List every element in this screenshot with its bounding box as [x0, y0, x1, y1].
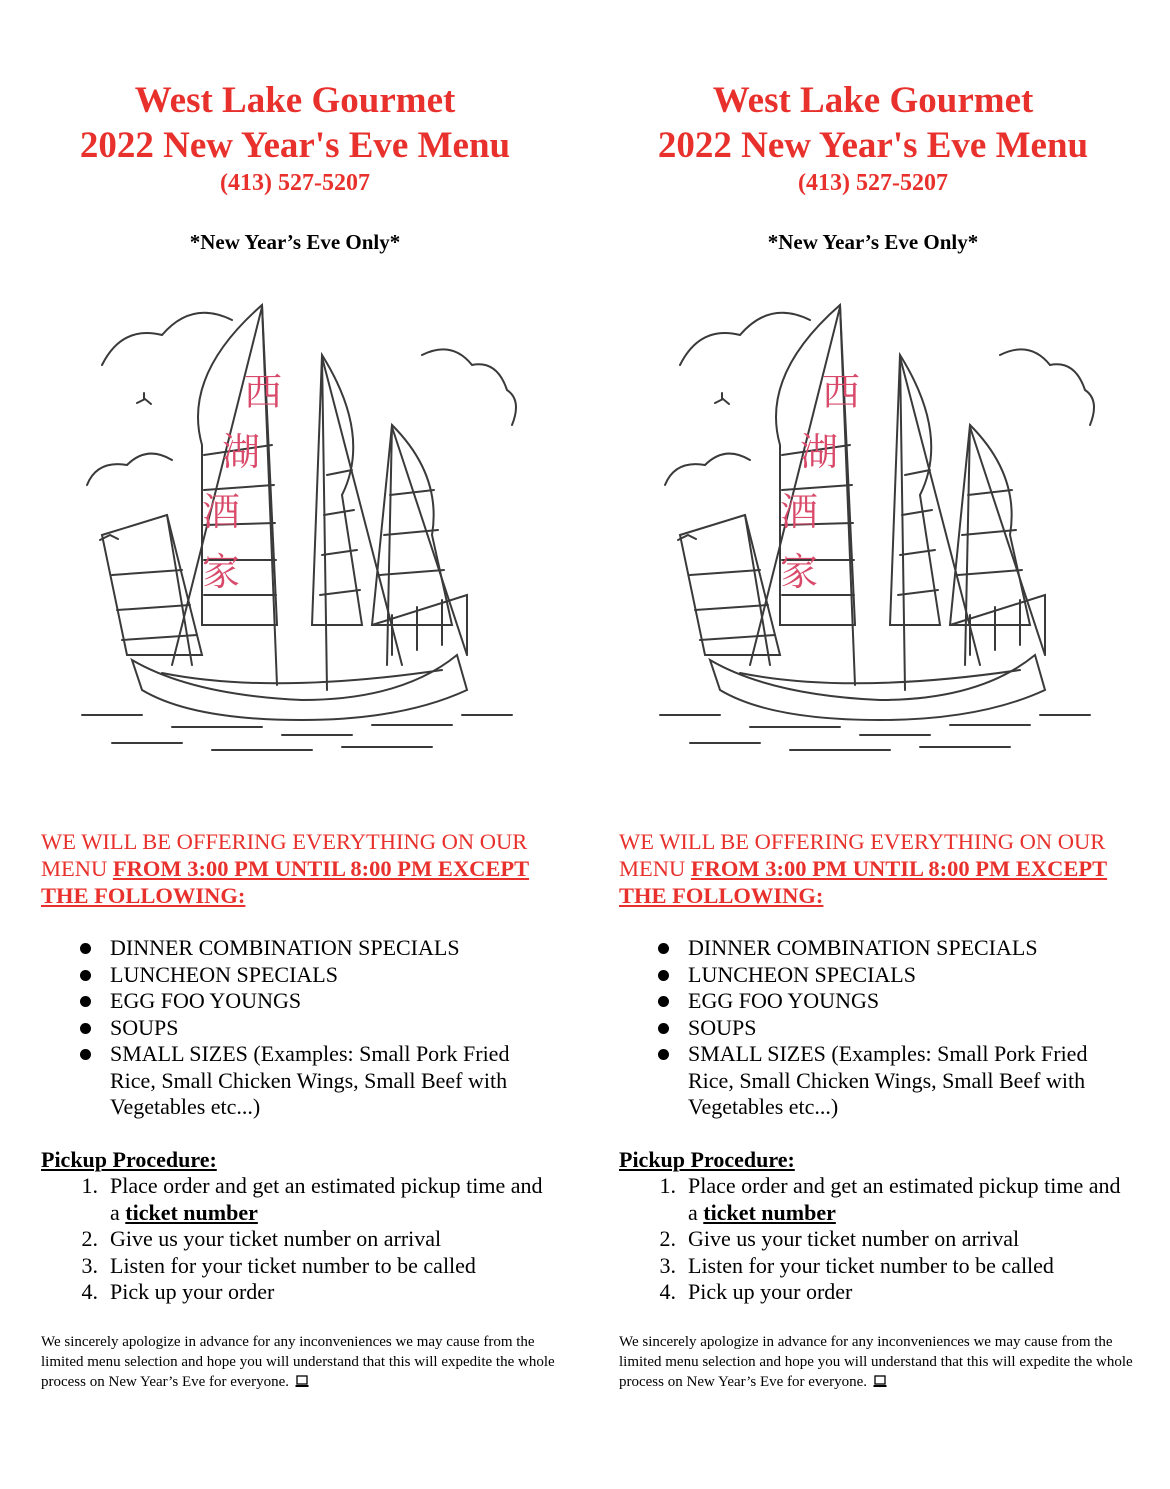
step-text: Listen for your ticket number to be called	[688, 1252, 1054, 1278]
bullet-icon	[80, 970, 91, 981]
bullet-icon	[658, 996, 669, 1007]
apology-text: We sincerely apologize in advance for any inconveniences we may cause from the limited menu selection and hope you will understand that this will expedite the whole process on New Year’s Eve for everyone.	[41, 1334, 555, 1390]
cloud-sketch	[1000, 349, 1094, 425]
cloud-sketch	[680, 313, 810, 365]
offer-line: MENU	[619, 856, 691, 881]
exceptions-list	[76, 935, 556, 1121]
junk-ship-illustration	[650, 295, 1100, 760]
step-number: 3.	[659, 1252, 676, 1278]
bullet-icon	[658, 1049, 669, 1060]
list-item	[76, 1041, 556, 1121]
bullet-icon	[80, 943, 91, 954]
bullet-icon	[80, 996, 91, 1007]
bird-sketch	[137, 393, 151, 404]
offer-notice	[41, 828, 571, 909]
offer-hours: FROM 3:00 PM UNTIL 8:00 PM EXCEPT	[112, 856, 530, 881]
offer-following: THE FOLLOWING:	[619, 883, 824, 908]
phone-number: (413) 527-5207	[220, 170, 370, 196]
list-item-text: LUNCHEON SPECIALS	[110, 961, 338, 987]
phone-number: (413) 527-5207	[798, 170, 948, 196]
step-text: Pick up your order	[110, 1279, 275, 1304]
list-item-text: SOUPS	[688, 1014, 757, 1040]
list-item-text: LUNCHEON SPECIALS	[688, 961, 916, 987]
exceptions-list	[654, 935, 1134, 1121]
logo-char: 家	[202, 550, 241, 594]
step-number: 4.	[81, 1279, 98, 1304]
step-text: Pick up your order	[688, 1279, 853, 1304]
list-item	[654, 935, 1134, 962]
pickup-step	[76, 1173, 556, 1226]
cloud-sketch	[422, 349, 516, 425]
menu-title: 2022 New Year's Eve Menu	[79, 125, 511, 166]
offer-line: WE WILL BE OFFERING EVERYTHING ON OUR	[619, 829, 1106, 854]
laptop-icon	[295, 1375, 309, 1388]
logo-char: 家	[780, 550, 819, 594]
list-item	[654, 988, 1134, 1015]
step-text: Listen for your ticket number to be called	[110, 1252, 476, 1278]
list-item	[654, 1041, 1134, 1121]
offer-hours: FROM 3:00 PM UNTIL 8:00 PM EXCEPT	[690, 856, 1108, 881]
step-number: 1.	[81, 1173, 98, 1198]
list-item	[654, 962, 1134, 989]
step-text: Place order and get an estimated pickup time and a	[110, 1173, 543, 1225]
logo-char: 西	[244, 370, 283, 414]
list-item	[76, 962, 556, 989]
laptop-icon	[873, 1375, 887, 1388]
flyer-left	[20, 0, 580, 1489]
offer-line: MENU	[41, 856, 113, 881]
list-item-text: SMALL SIZES (Examples: Small Pork Fried Rice, Small Chicken Wings, Small Beef with Vegetables etc...)	[110, 1041, 510, 1119]
junk-ship-illustration	[72, 295, 522, 760]
step-number: 1.	[659, 1173, 676, 1198]
availability-note: *New Year’s Eve Only*	[767, 230, 979, 254]
offer-following: THE FOLLOWING:	[41, 883, 246, 908]
bullet-icon	[80, 1023, 91, 1034]
apology-note	[619, 1332, 1149, 1392]
step-number: 3.	[81, 1252, 98, 1278]
bullet-icon	[658, 943, 669, 954]
logo-char: 西	[822, 370, 861, 414]
pickup-heading: Pickup Procedure:	[41, 1147, 217, 1172]
pickup-steps	[76, 1173, 556, 1306]
menu-title: 2022 New Year's Eve Menu	[657, 125, 1089, 166]
step-number: 2.	[81, 1226, 98, 1251]
step-number: 4.	[659, 1279, 676, 1304]
step-text: Place order and get an estimated pickup time and a	[688, 1173, 1121, 1225]
pickup-step	[76, 1226, 556, 1253]
step-text: Give us your ticket number on arrival	[110, 1226, 442, 1251]
bird-sketch	[715, 393, 729, 404]
cloud-sketch	[87, 454, 172, 485]
cloud-sketch	[102, 313, 232, 365]
flyer-right	[598, 0, 1158, 1489]
list-item-text: EGG FOO YOUNGS	[688, 988, 880, 1013]
list-item	[76, 988, 556, 1015]
list-item	[76, 935, 556, 962]
cloud-sketch	[665, 454, 750, 485]
restaurant-name: West Lake Gourmet	[712, 80, 1034, 121]
bullet-icon	[80, 1049, 91, 1060]
logo-char: 酒	[780, 490, 819, 534]
apology-note	[41, 1332, 571, 1392]
logo-char: 湖	[800, 430, 839, 474]
list-item-text: EGG FOO YOUNGS	[110, 988, 302, 1013]
pickup-heading: Pickup Procedure:	[619, 1147, 795, 1172]
offer-line: WE WILL BE OFFERING EVERYTHING ON OUR	[41, 829, 528, 854]
restaurant-name: West Lake Gourmet	[134, 80, 456, 121]
list-item-text: DINNER COMBINATION SPECIALS	[688, 935, 1038, 960]
list-item-text: SOUPS	[110, 1014, 179, 1040]
pickup-step	[76, 1253, 556, 1280]
offer-notice	[619, 828, 1149, 909]
apology-text: We sincerely apologize in advance for any inconveniences we may cause from the limited menu selection and hope you will understand that this will expedite the whole process on New Year’s Eve for everyone.	[619, 1334, 1133, 1390]
logo-char: 湖	[222, 430, 261, 474]
pickup-step	[654, 1253, 1134, 1280]
logo-char: 酒	[202, 490, 241, 534]
list-item	[76, 1015, 556, 1042]
step-number: 2.	[659, 1226, 676, 1251]
list-item-text: DINNER COMBINATION SPECIALS	[110, 935, 460, 960]
pickup-step	[654, 1173, 1134, 1226]
pickup-step	[76, 1279, 556, 1306]
pickup-step	[654, 1226, 1134, 1253]
pickup-steps	[654, 1173, 1134, 1306]
availability-note: *New Year’s Eve Only*	[189, 230, 401, 254]
pickup-step	[654, 1279, 1134, 1306]
step-text: Give us your ticket number on arrival	[688, 1226, 1020, 1251]
bullet-icon	[658, 970, 669, 981]
list-item-text: SMALL SIZES (Examples: Small Pork Fried Rice, Small Chicken Wings, Small Beef with Vegetables etc...)	[688, 1041, 1088, 1119]
bullet-icon	[658, 1023, 669, 1034]
ticket-number-emphasis: ticket number	[125, 1199, 258, 1225]
ticket-number-emphasis: ticket number	[703, 1199, 836, 1225]
list-item	[654, 1015, 1134, 1042]
